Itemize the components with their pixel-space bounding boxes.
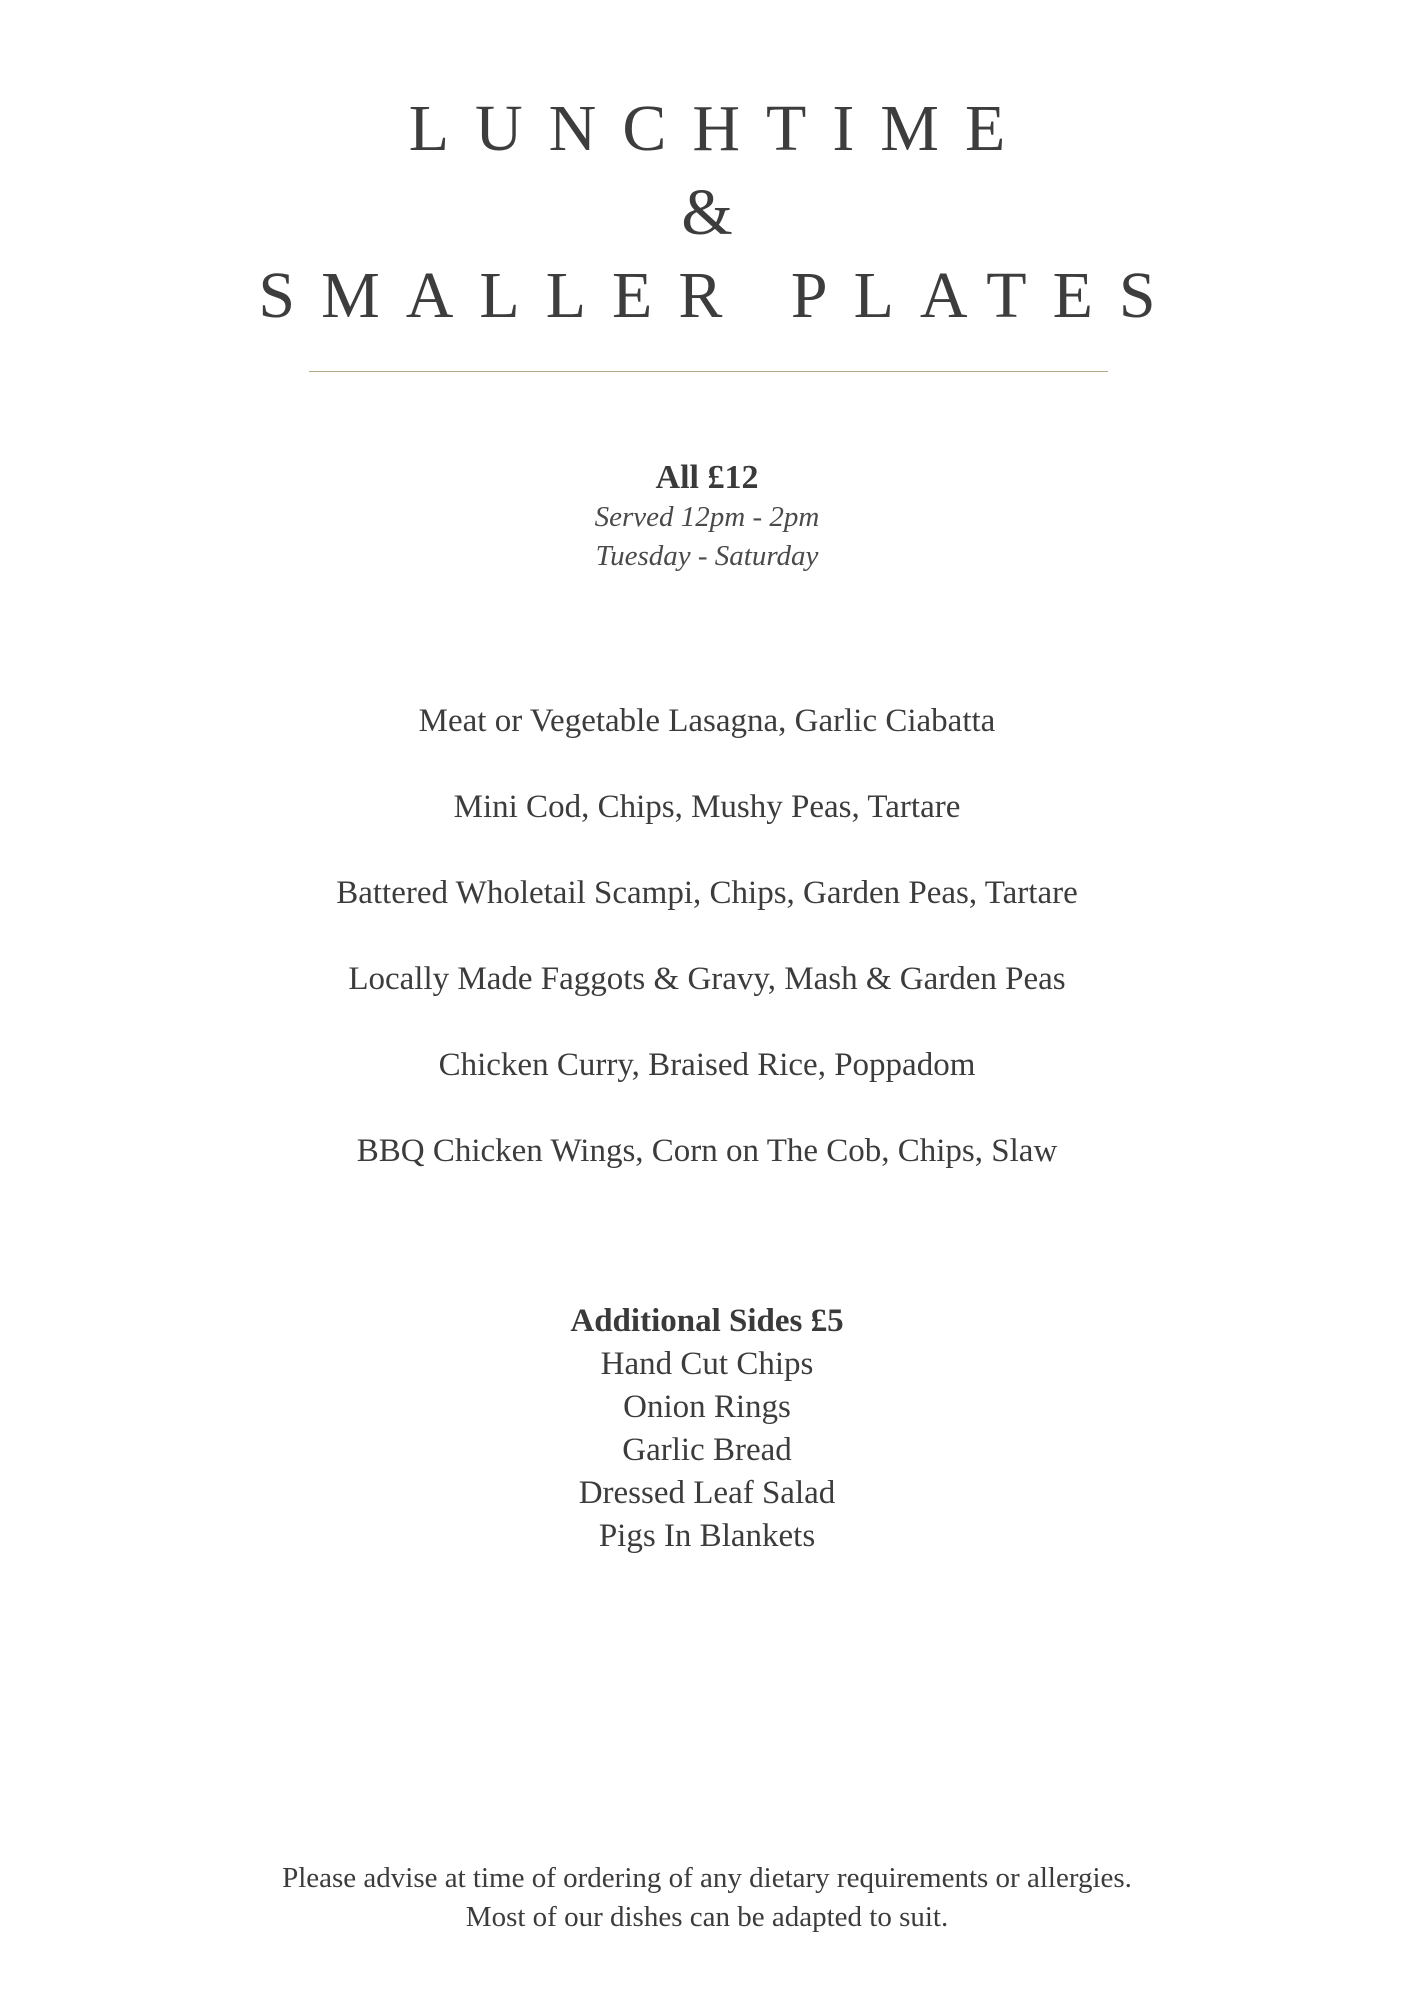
menu-title-line-1: LUNCHTIME	[408, 92, 1032, 165]
side-item: Onion Rings	[623, 1389, 791, 1425]
price-info	[0, 458, 1414, 576]
allergy-notice-line-1: Please advise at time of ordering of any dietary requirements or allergies.	[282, 1862, 1132, 1894]
dish-item: Locally Made Faggots & Gravy, Mash & Garden Peas	[348, 961, 1066, 997]
dish-item: Battered Wholetail Scampi, Chips, Garden Peas, Tartare	[336, 875, 1078, 911]
side-item: Hand Cut Chips	[600, 1346, 814, 1382]
dish-list	[0, 700, 1414, 1216]
dish-item: Meat or Vegetable Lasagna, Garlic Ciabatta	[418, 703, 996, 739]
served-hours: Served 12pm - 2pm	[594, 501, 820, 533]
side-item: Dressed Leaf Salad	[578, 1475, 836, 1511]
dish-item: Mini Cod, Chips, Mushy Peas, Tartare	[453, 789, 961, 825]
sides-list	[0, 1343, 1414, 1558]
title-divider	[309, 371, 1108, 372]
dish-item: Chicken Curry, Braised Rice, Poppadom	[438, 1047, 976, 1083]
allergy-notice-line-2: Most of our dishes can be adapted to suit.	[465, 1901, 949, 1933]
sides-heading: Additional Sides £5	[570, 1303, 844, 1339]
price-heading: All £12	[655, 459, 759, 496]
side-item: Garlic Bread	[622, 1432, 792, 1468]
sides-section	[0, 1300, 1414, 1558]
dish-item: BBQ Chicken Wings, Corn on The Cob, Chips, Slaw	[356, 1133, 1058, 1169]
served-days: Tuesday - Saturday	[595, 540, 819, 572]
menu-title-ampersand: &	[681, 176, 733, 249]
side-item: Pigs In Blankets	[598, 1518, 816, 1554]
menu-title-line-2: SMALLER PLATES	[258, 259, 1182, 332]
allergy-notice	[0, 1859, 1414, 1937]
